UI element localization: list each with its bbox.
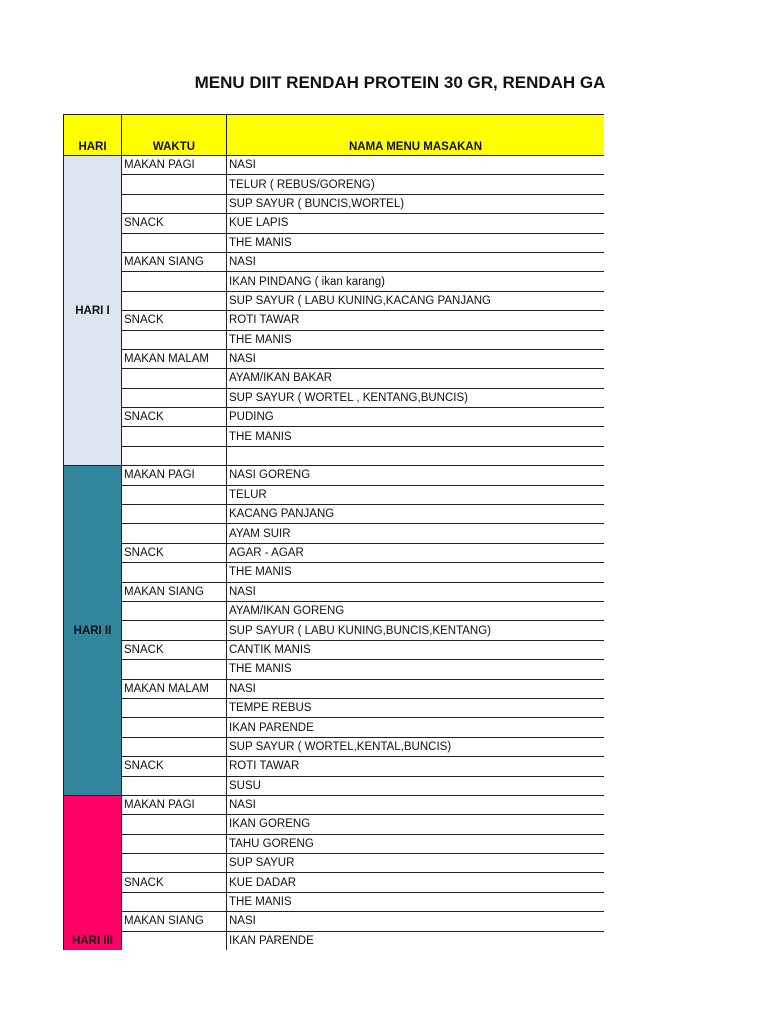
waktu-cell: MAKAN MALAM xyxy=(122,679,227,698)
waktu-cell xyxy=(122,194,227,213)
menu-cell: AYAM/IKAN GORENG xyxy=(227,601,605,620)
waktu-cell xyxy=(122,621,227,640)
table-row xyxy=(64,233,605,252)
menu-cell: NASI xyxy=(227,349,605,368)
table-row xyxy=(64,601,605,620)
menu-table-container xyxy=(63,114,604,950)
waktu-cell xyxy=(122,660,227,679)
waktu-cell xyxy=(122,175,227,194)
table-row xyxy=(64,795,605,814)
header-hari: HARI xyxy=(64,115,122,156)
table-row xyxy=(64,505,605,524)
waktu-cell xyxy=(122,698,227,717)
table-row xyxy=(64,252,605,271)
table-row xyxy=(64,311,605,330)
menu-cell: TEMPE REBUS xyxy=(227,698,605,717)
waktu-cell xyxy=(122,892,227,911)
menu-cell: AYAM/IKAN BAKAR xyxy=(227,369,605,388)
menu-cell: SUP SAYUR ( LABU KUNING,KACANG PANJANG xyxy=(227,291,605,310)
waktu-cell: MAKAN MALAM xyxy=(122,349,227,368)
table-row xyxy=(64,640,605,659)
header-row xyxy=(64,115,605,156)
menu-table xyxy=(63,114,604,950)
menu-cell: NASI GORENG xyxy=(227,466,605,485)
menu-cell: ROTI TAWAR xyxy=(227,757,605,776)
page-title: MENU DIIT RENDAH PROTEIN 30 GR, RENDAH GA xyxy=(194,73,606,92)
waktu-cell xyxy=(122,388,227,407)
waktu-cell xyxy=(122,834,227,853)
table-row xyxy=(64,156,605,175)
waktu-cell xyxy=(122,931,227,950)
table-row xyxy=(64,698,605,717)
day-label-1: HARI I xyxy=(64,156,122,466)
waktu-cell xyxy=(122,505,227,524)
menu-cell: NASI xyxy=(227,795,605,814)
waktu-cell xyxy=(122,330,227,349)
menu-cell: ROTI TAWAR xyxy=(227,311,605,330)
table-row xyxy=(64,815,605,834)
menu-cell: THE MANIS xyxy=(227,563,605,582)
menu-cell xyxy=(227,446,605,465)
table-row xyxy=(64,272,605,291)
menu-cell: SUSU xyxy=(227,776,605,795)
waktu-cell xyxy=(122,291,227,310)
waktu-cell xyxy=(122,776,227,795)
waktu-cell xyxy=(122,563,227,582)
menu-cell: NASI xyxy=(227,252,605,271)
waktu-cell xyxy=(122,233,227,252)
menu-cell: SUP SAYUR xyxy=(227,854,605,873)
waktu-cell xyxy=(122,369,227,388)
menu-cell: TAHU GORENG xyxy=(227,834,605,853)
table-row xyxy=(64,873,605,892)
waktu-cell: MAKAN SIANG xyxy=(122,252,227,271)
day-label-2: HARI II xyxy=(64,466,122,796)
waktu-cell xyxy=(122,815,227,834)
table-row xyxy=(64,524,605,543)
header-waktu: WAKTU xyxy=(122,115,227,156)
menu-cell: PUDING xyxy=(227,408,605,427)
waktu-cell xyxy=(122,485,227,504)
table-row xyxy=(64,679,605,698)
waktu-cell: MAKAN SIANG xyxy=(122,912,227,931)
table-row xyxy=(64,446,605,465)
menu-cell: THE MANIS xyxy=(227,233,605,252)
menu-cell: AGAR - AGAR xyxy=(227,543,605,562)
waktu-cell: SNACK xyxy=(122,757,227,776)
waktu-cell xyxy=(122,854,227,873)
table-row xyxy=(64,582,605,601)
table-row xyxy=(64,543,605,562)
menu-cell: SUP SAYUR ( WORTEL,KENTAL,BUNCIS) xyxy=(227,737,605,756)
waktu-cell xyxy=(122,272,227,291)
waktu-cell xyxy=(122,427,227,446)
table-row xyxy=(64,660,605,679)
menu-table-body xyxy=(64,156,605,951)
waktu-cell: MAKAN PAGI xyxy=(122,795,227,814)
table-row xyxy=(64,892,605,911)
table-row xyxy=(64,427,605,446)
table-row xyxy=(64,408,605,427)
menu-cell: TELUR ( REBUS/GORENG) xyxy=(227,175,605,194)
waktu-cell: SNACK xyxy=(122,543,227,562)
menu-cell: THE MANIS xyxy=(227,660,605,679)
menu-cell: KUE LAPIS xyxy=(227,214,605,233)
table-row xyxy=(64,291,605,310)
table-row xyxy=(64,563,605,582)
table-row xyxy=(64,912,605,931)
table-row xyxy=(64,466,605,485)
waktu-cell: MAKAN SIANG xyxy=(122,582,227,601)
table-row xyxy=(64,718,605,737)
menu-cell: NASI xyxy=(227,156,605,175)
table-row xyxy=(64,330,605,349)
menu-cell: IKAN PARENDE xyxy=(227,931,605,950)
header-menu: NAMA MENU MASAKAN xyxy=(227,115,605,156)
waktu-cell: SNACK xyxy=(122,873,227,892)
table-row xyxy=(64,854,605,873)
menu-cell: NASI xyxy=(227,582,605,601)
day-label-3: HARI III xyxy=(64,795,122,950)
menu-cell: CANTIK MANIS xyxy=(227,640,605,659)
menu-cell: THE MANIS xyxy=(227,427,605,446)
menu-cell: SUP SAYUR ( WORTEL , KENTANG,BUNCIS) xyxy=(227,388,605,407)
menu-cell: IKAN PINDANG ( ikan karang) xyxy=(227,272,605,291)
menu-cell: THE MANIS xyxy=(227,892,605,911)
waktu-cell: SNACK xyxy=(122,640,227,659)
menu-cell: KUE DADAR xyxy=(227,873,605,892)
waktu-cell: SNACK xyxy=(122,311,227,330)
table-row xyxy=(64,737,605,756)
table-row xyxy=(64,388,605,407)
menu-cell: NASI xyxy=(227,912,605,931)
table-row xyxy=(64,194,605,213)
menu-cell: KACANG PANJANG xyxy=(227,505,605,524)
table-row xyxy=(64,776,605,795)
menu-cell: IKAN PARENDE xyxy=(227,718,605,737)
waktu-cell xyxy=(122,446,227,465)
waktu-cell xyxy=(122,737,227,756)
menu-cell: TELUR xyxy=(227,485,605,504)
waktu-cell: MAKAN PAGI xyxy=(122,466,227,485)
table-row xyxy=(64,175,605,194)
table-row xyxy=(64,485,605,504)
table-row xyxy=(64,834,605,853)
waktu-cell xyxy=(122,601,227,620)
menu-cell: AYAM SUIR xyxy=(227,524,605,543)
menu-cell: THE MANIS xyxy=(227,330,605,349)
table-row xyxy=(64,349,605,368)
waktu-cell xyxy=(122,718,227,737)
waktu-cell xyxy=(122,524,227,543)
table-row xyxy=(64,931,605,950)
table-row xyxy=(64,369,605,388)
menu-cell: IKAN GORENG xyxy=(227,815,605,834)
menu-cell: NASI xyxy=(227,679,605,698)
waktu-cell: SNACK xyxy=(122,408,227,427)
table-row xyxy=(64,621,605,640)
menu-cell: SUP SAYUR ( LABU KUNING,BUNCIS,KENTANG) xyxy=(227,621,605,640)
waktu-cell: SNACK xyxy=(122,214,227,233)
waktu-cell: MAKAN PAGI xyxy=(122,156,227,175)
table-row xyxy=(64,214,605,233)
menu-cell: SUP SAYUR ( BUNCIS,WORTEL) xyxy=(227,194,605,213)
table-row xyxy=(64,757,605,776)
